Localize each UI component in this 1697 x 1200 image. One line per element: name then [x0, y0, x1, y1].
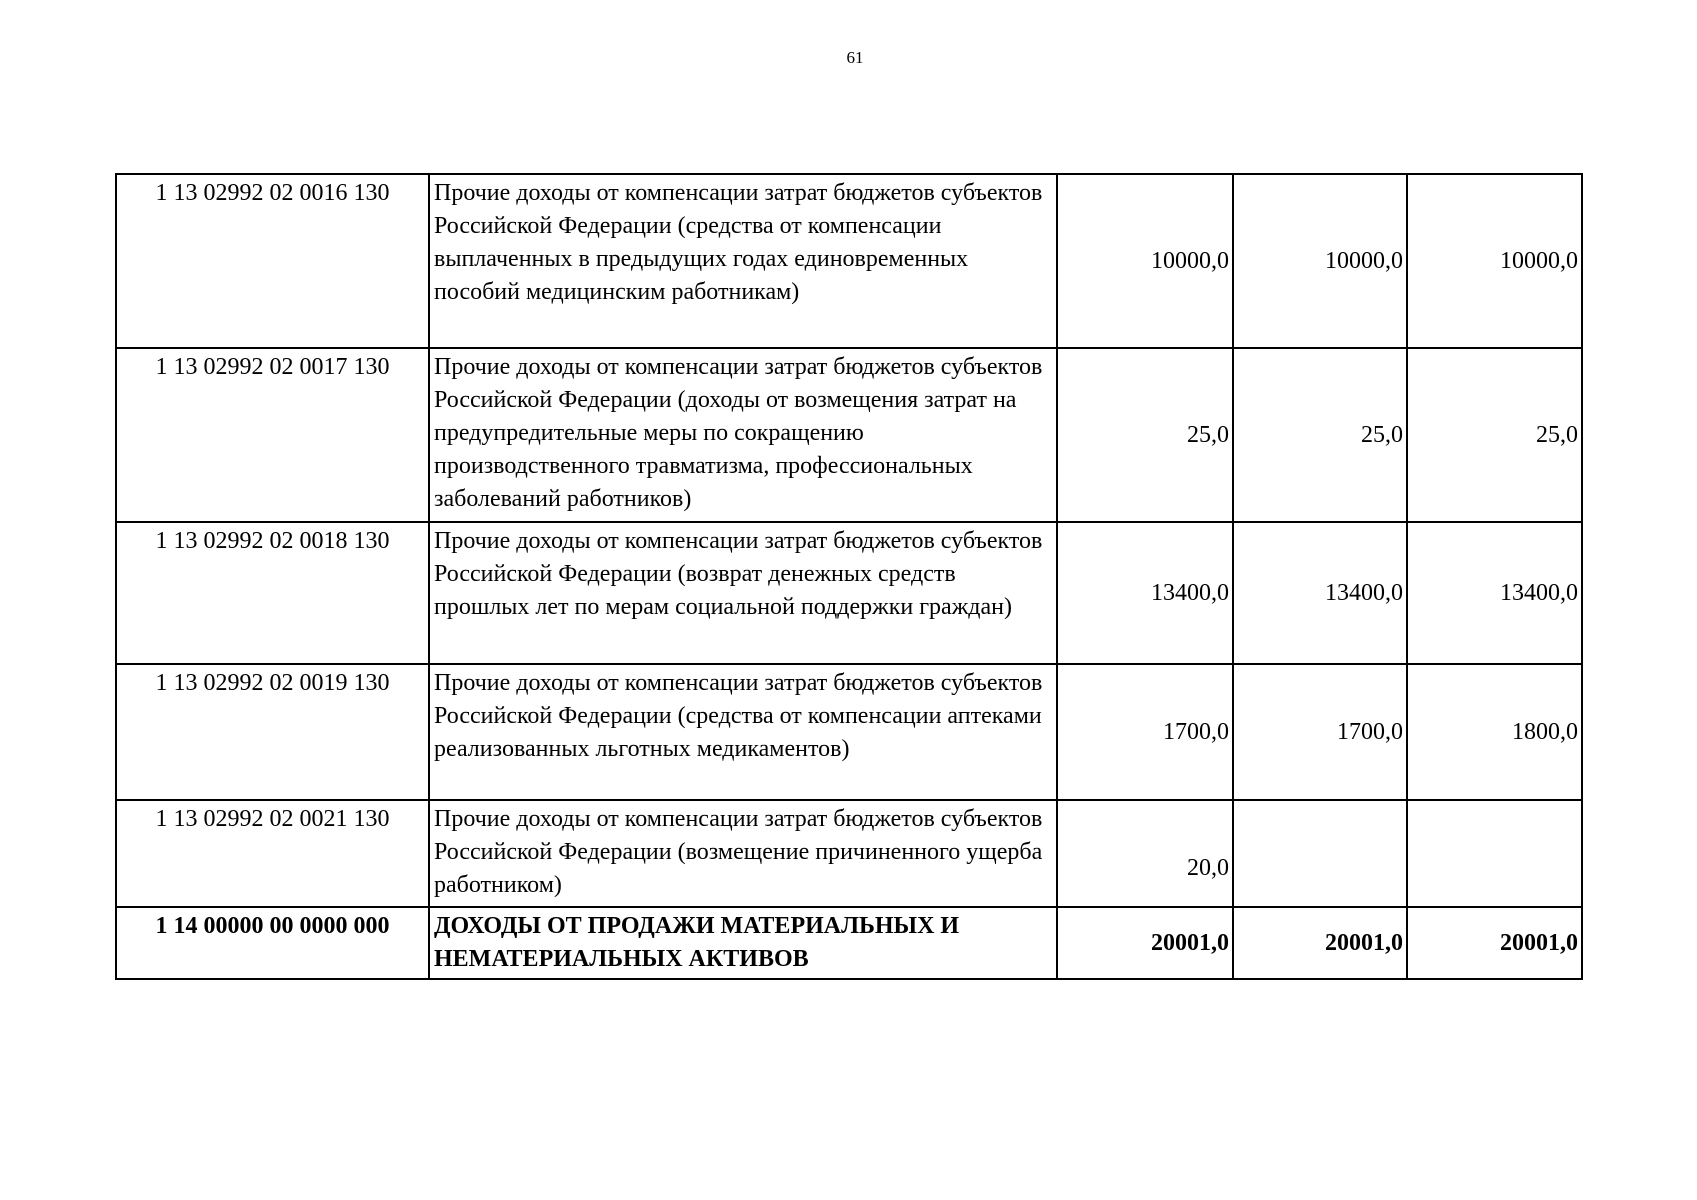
budget-code-cell: 1 13 02992 02 0016 130	[116, 174, 429, 348]
description-cell: Прочие доходы от компенсации затрат бюджетов субъектов Российской Федерации (средства от компенсации аптеками реализованных льготных медикаментов)	[429, 664, 1057, 800]
year1-amount-cell: 1700,0	[1057, 664, 1233, 800]
description-cell: Прочие доходы от компенсации затрат бюджетов субъектов Российской Федерации (средства от компенсации выплаченных в предыдущих годах единовременных пособий медицинским работникам)	[429, 174, 1057, 348]
year2-amount-cell: 25,0	[1233, 348, 1407, 522]
table-row	[116, 174, 1582, 348]
year3-amount-cell: 20001,0	[1407, 907, 1582, 979]
year3-amount-cell: 13400,0	[1407, 522, 1582, 664]
table-row	[116, 800, 1582, 907]
budget-code-cell: 1 13 02992 02 0018 130	[116, 522, 429, 664]
year1-amount-cell: 10000,0	[1057, 174, 1233, 348]
year1-amount-cell: 20001,0	[1057, 907, 1233, 979]
year2-amount-cell: 13400,0	[1233, 522, 1407, 664]
budget-code-cell: 1 13 02992 02 0017 130	[116, 348, 429, 522]
budget-code-cell: 1 14 00000 00 0000 000	[116, 907, 429, 979]
year3-amount-cell	[1407, 800, 1582, 907]
table-row	[116, 348, 1582, 522]
description-cell: ДОХОДЫ ОТ ПРОДАЖИ МАТЕРИАЛЬНЫХ И НЕМАТЕРИАЛЬНЫХ АКТИВОВ	[429, 907, 1057, 979]
year1-amount-cell: 13400,0	[1057, 522, 1233, 664]
year2-amount-cell: 20001,0	[1233, 907, 1407, 979]
description-cell: Прочие доходы от компенсации затрат бюджетов субъектов Российской Федерации (возмещение причиненного ущерба работником)	[429, 800, 1057, 907]
revenue-table	[115, 173, 1583, 980]
year2-amount-cell	[1233, 800, 1407, 907]
page-number: 61	[846, 48, 864, 67]
year2-amount-cell: 1700,0	[1233, 664, 1407, 800]
year2-amount-cell: 10000,0	[1233, 174, 1407, 348]
budget-code-cell: 1 13 02992 02 0019 130	[116, 664, 429, 800]
table-row	[116, 664, 1582, 800]
year3-amount-cell: 1800,0	[1407, 664, 1582, 800]
table-row-total	[116, 907, 1582, 979]
description-cell: Прочие доходы от компенсации затрат бюджетов субъектов Российской Федерации (доходы от возмещения затрат на предупредительные меры по сокращению производственного травматизма, профессиональных заболеваний работников)	[429, 348, 1057, 522]
table-row	[116, 522, 1582, 664]
year1-amount-cell: 20,0	[1057, 800, 1233, 907]
budget-code-cell: 1 13 02992 02 0021 130	[116, 800, 429, 907]
year3-amount-cell: 25,0	[1407, 348, 1582, 522]
description-cell: Прочие доходы от компенсации затрат бюджетов субъектов Российской Федерации (возврат денежных средств прошлых лет по мерам социальной поддержки граждан)	[429, 522, 1057, 664]
year3-amount-cell: 10000,0	[1407, 174, 1582, 348]
year1-amount-cell: 25,0	[1057, 348, 1233, 522]
